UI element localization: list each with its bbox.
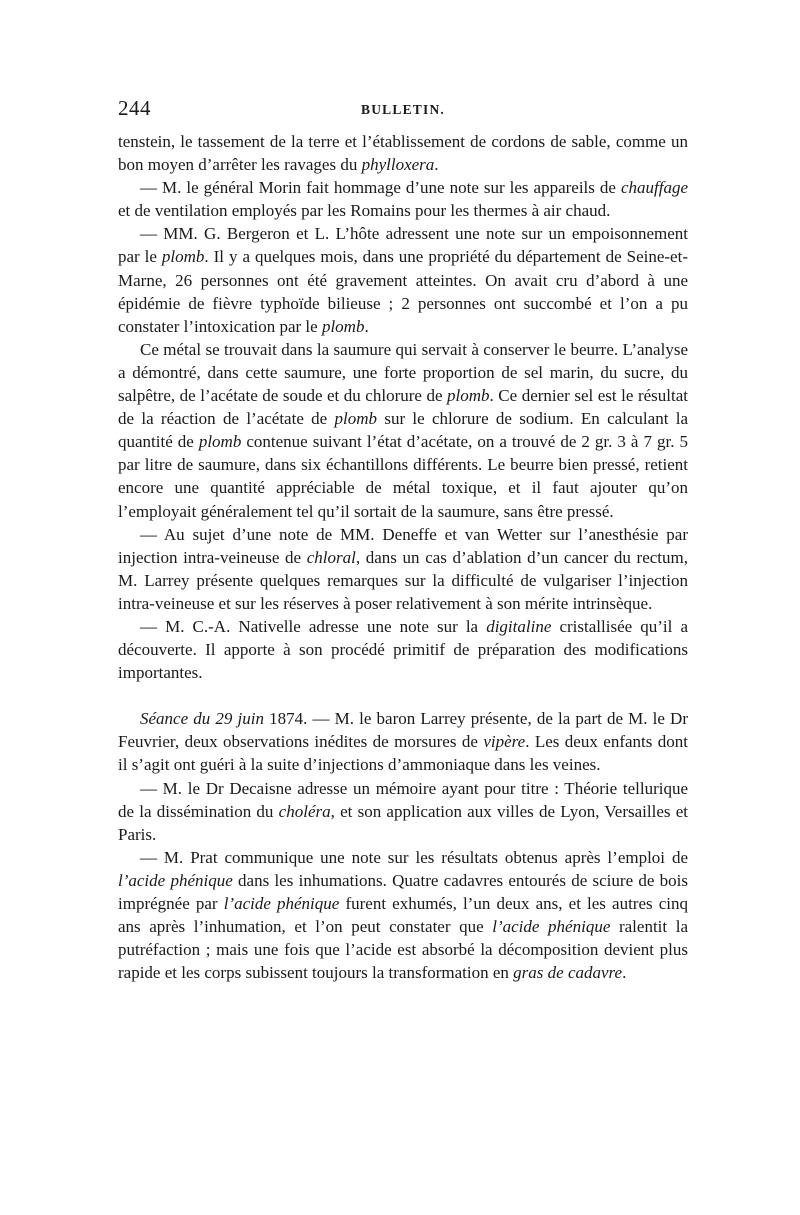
italic-text: choléra [278, 801, 331, 821]
section-break [118, 684, 688, 707]
text-run: ralentit la putréfaction ; mais une fois que l’acide est absorbé la décomposition devient plus rapide et les corps subissent toujours la transformation en [118, 917, 688, 983]
text-run: . [622, 963, 627, 983]
body-text [118, 130, 688, 984]
text-run: . [364, 316, 369, 336]
paragraph-p1 [118, 130, 688, 176]
text-run: , dans un cas d’ablation d’un cancer du rectum, M. Larrey présente quelques remarques sur la difficulté de vulgariser l’injection intra-veineuse et sur les réserves à poser relativement à son mérite intrinsèque. [118, 547, 688, 613]
text-run: furent exhumés, l’un deux ans, et les autres cinq ans après l’inhumation, et l’on peut constater que [118, 894, 689, 937]
italic-text: plomb [321, 316, 365, 336]
italic-text: plomb [161, 247, 205, 267]
text-run: dans les inhumations. Quatre cadavres entourés de sciure de bois imprégnée par [118, 870, 689, 913]
italic-text: Séance du 29 juin [140, 709, 264, 729]
text-run: sur le chlorure de sodium. En calculant la quantité de [118, 409, 688, 452]
paragraph-p2 [118, 176, 688, 222]
text-run: — Au sujet d’une note de MM. Deneffe et van Wetter sur l’anesthésie par injection intra-veineuse de [118, 524, 688, 567]
paragraph-p4 [118, 338, 688, 523]
text-run: contenue suivant l’état d’acétate, on a trouvé de 2 gr. 3 à 7 gr. 5 par litre de saumure, dans six échantillons différents. Le beurre bien pressé, retient encore une quantité appréciable de métal toxique, et il faut ajouter qu’on l’employait généralement tel qu’il sortait de la saumure, sans être pressé. [118, 432, 688, 521]
italic-text: plomb [198, 432, 242, 452]
text-run: — MM. G. Bergeron et L. L’hôte adressent une note sur un empoisonnement par le [118, 224, 688, 267]
paragraph-p7 [118, 707, 688, 776]
italic-text: plomb [447, 386, 490, 406]
page-number: 244 [118, 96, 151, 120]
italic-text: l’acide phénique [118, 870, 233, 890]
text-run: — M. le général Morin fait hommage d’une note sur les appareils de [140, 178, 621, 198]
paragraph-p6 [118, 615, 688, 684]
text-run: Ce métal se trouvait dans la saumure qui servait à conserver le beurre. L’analyse a démontré, dans cette saumure, une forte proportion de sel marin, du sucre, du salpêtre, de l’acétate de soude et du chlorure de [118, 339, 688, 406]
running-title: BULLETIN. [361, 102, 445, 117]
text-run: . Ce dernier sel est le résultat de la réaction de l’acétate de [118, 386, 688, 429]
italic-text: chauffage [620, 178, 688, 198]
italic-text: l’acide phénique [492, 917, 611, 937]
paragraph-p9 [118, 846, 688, 985]
italic-text: phylloxera [361, 155, 435, 175]
paragraph-p3 [118, 222, 688, 337]
text-run: — M. Prat communique une note sur les résultats obtenus après l’emploi de [140, 847, 688, 867]
page-header [118, 96, 688, 122]
text-run: . [434, 155, 439, 175]
italic-text: vipère [483, 732, 526, 752]
italic-text: gras de cadavre [513, 963, 623, 983]
italic-text: chloral [306, 547, 356, 567]
text-run: , et son application aux villes de Lyon, Versailles et Paris. [118, 801, 688, 844]
text-run: . Les deux enfants dont il s’agit ont guéri à la suite d’injections d’ammoniaque dans les veines. [118, 732, 688, 775]
text-run: — M. C.-A. Nativelle adresse une note sur la [140, 616, 487, 636]
text-run: . Il y a quelques mois, dans une propriété du département de Seine-et-Marne, 26 personnes ont été gravement atteintes. On avait cru d’abord à une épidémie de fièvre typhoïde bilieuse ; 2 personnes ont succombé et l’on a pu constater l’intoxication par le [118, 247, 688, 336]
italic-text: plomb [334, 409, 378, 429]
text-run: — M. le Dr Decaisne adresse un mémoire ayant pour titre : Théorie tellurique de la dissémination du [118, 778, 688, 821]
text-run: et de ventilation employés par les Romains pour les thermes à air chaud. [118, 201, 611, 221]
paragraph-p5 [118, 523, 688, 615]
text-run: cristallisée qu’il a découverte. Il apporte à son procédé primitif de préparation des modifications importantes. [118, 616, 689, 683]
text-run: 1874. — M. le baron Larrey présente, de la part de M. le Dr Feuvrier, deux observations inédites de morsures de [118, 709, 688, 752]
paragraph-p8 [118, 777, 688, 846]
document-page [118, 96, 688, 984]
text-run: tenstein, le tassement de la terre et l’établissement de cordons de sable, comme un bon moyen d’arrêter les ravages du [118, 132, 688, 175]
italic-text: digitaline [486, 616, 552, 636]
italic-text: l’acide phénique [223, 894, 340, 913]
